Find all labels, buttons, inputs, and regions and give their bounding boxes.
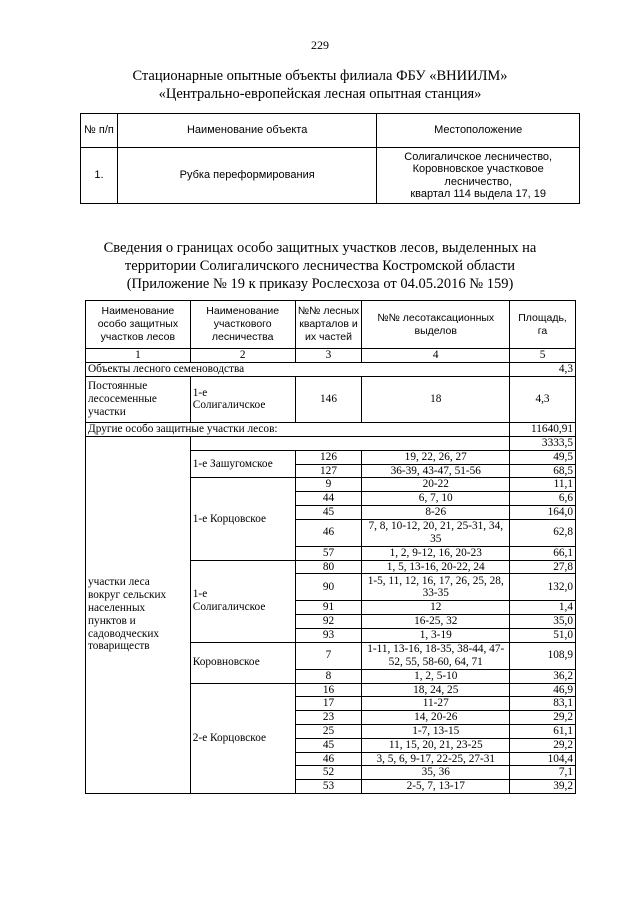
quarter-cell: 46 xyxy=(295,752,362,766)
area-cell: 61,1 xyxy=(510,724,576,738)
area-cell: 164,0 xyxy=(510,505,576,519)
cell-text: участки xyxy=(88,405,126,418)
group-subtotal: 3333,5 xyxy=(510,436,576,450)
header-area-name xyxy=(86,301,191,349)
page-number: 229 xyxy=(311,38,329,52)
quarter-cell: 53 xyxy=(295,780,362,794)
allotment-cell: 16-25, 32 xyxy=(362,615,510,629)
column-number: 3 xyxy=(295,349,362,363)
seed-plots-allotment: 18 xyxy=(362,376,510,422)
section-other-area: 11640,91 xyxy=(510,422,576,436)
quarter-cell: 90 xyxy=(295,574,362,601)
quarter-cell: 23 xyxy=(295,711,362,725)
header-text: особо защитных xyxy=(97,318,179,331)
group-name xyxy=(86,436,191,793)
header-area-ha: Площадь, га xyxy=(510,301,576,349)
quarter-cell: 17 xyxy=(295,697,362,711)
quarter-cell: 127 xyxy=(295,464,362,478)
area-cell: 11,1 xyxy=(510,478,576,492)
area-cell: 51,0 xyxy=(510,628,576,642)
forestry-zashugomskoe: 1-е Зашугомское xyxy=(190,450,295,478)
cell-text: вокруг сельских xyxy=(88,589,167,602)
area-cell: 46,9 xyxy=(510,683,576,697)
empty-cell xyxy=(190,436,509,450)
column-number: 1 xyxy=(86,349,191,363)
area-cell: 36,2 xyxy=(510,669,576,683)
forestry-2-kortsovskoe: 2-е Корцовское xyxy=(190,683,295,793)
allotment-cell: 1-5, 11, 12, 16, 17, 26, 25, 28, 33-35 xyxy=(362,574,510,601)
header-text: Наименование xyxy=(206,305,280,318)
row-location xyxy=(377,148,580,204)
quarter-cell: 91 xyxy=(295,601,362,615)
cell-text: товариществ xyxy=(88,640,150,653)
cell-text: садоводческих xyxy=(88,627,160,640)
seed-plots-name xyxy=(86,376,191,422)
quarter-cell: 44 xyxy=(295,492,362,506)
seed-plots-forestry xyxy=(190,376,295,422)
seed-plots-area: 4,3 xyxy=(510,376,576,422)
protected-areas-table xyxy=(85,300,576,794)
quarter-cell: 46 xyxy=(295,519,362,546)
section-other-protected: Другие особо защитные участки лесов: xyxy=(86,422,510,436)
location-line: лесничество, xyxy=(444,175,512,188)
header-text: №№ лесных xyxy=(297,305,360,318)
area-cell: 35,0 xyxy=(510,615,576,629)
quarter-cell: 7 xyxy=(295,642,362,669)
allotment-cell: 1-11, 13-16, 18-35, 38-44, 47-52, 55, 58-60, 64, 71 xyxy=(362,642,510,669)
area-cell: 1,4 xyxy=(510,601,576,615)
forestry-korovnovskoe: Коровновское xyxy=(190,642,295,683)
cell-text: Солигаличское xyxy=(192,601,266,614)
area-cell: 29,2 xyxy=(510,738,576,752)
quarter-cell: 93 xyxy=(295,628,362,642)
column-number: 4 xyxy=(362,349,510,363)
row-num: 1. xyxy=(81,148,118,204)
allotment-cell: 19, 22, 26, 27 xyxy=(362,450,510,464)
allotment-cell: 36-39, 43-47, 51-56 xyxy=(362,464,510,478)
header-text: участкового xyxy=(213,318,272,331)
heading-2-line-1: Сведения о границах особо защитных участков лесов, выделенных на xyxy=(103,240,537,256)
heading-1-line-2: «Центрально-европейская лесная опытная станция» xyxy=(158,86,482,102)
row-name: Рубка переформирования xyxy=(117,148,376,204)
allotment-cell: 20-22 xyxy=(362,478,510,492)
header-text: выделов xyxy=(414,324,457,337)
area-cell: 104,4 xyxy=(510,752,576,766)
header-text: Наименование xyxy=(101,305,175,318)
quarter-cell: 92 xyxy=(295,615,362,629)
allotment-cell: 14, 20-26 xyxy=(362,711,510,725)
header-num: № п/п xyxy=(81,114,118,148)
quarter-cell: 16 xyxy=(295,683,362,697)
header-text: лесничества xyxy=(211,330,274,343)
header-name: Наименование объекта xyxy=(117,114,376,148)
location-line: Солигаличское лесничество, xyxy=(404,150,553,163)
cell-text: пунктов и xyxy=(88,614,136,627)
location-line: Коровновское участковое xyxy=(412,163,544,175)
allotment-cell: 11-27 xyxy=(362,697,510,711)
header-allotments xyxy=(362,301,510,349)
area-cell: 27,8 xyxy=(510,560,576,574)
allotment-cell: 1-7, 13-15 xyxy=(362,724,510,738)
heading-2-line-3: (Приложение № 19 к приказу Рослесхоза от 04.05.2016 № 159) xyxy=(126,276,514,292)
allotment-cell: 6, 7, 10 xyxy=(362,492,510,506)
cell-text: 1-е xyxy=(192,386,208,399)
header-quarters xyxy=(295,301,362,349)
quarter-cell: 25 xyxy=(295,724,362,738)
area-cell: 132,0 xyxy=(510,574,576,601)
allotment-cell: 1, 3-19 xyxy=(362,628,510,642)
column-number: 5 xyxy=(510,349,576,363)
objects-table xyxy=(80,113,580,204)
cell-text: 1-е xyxy=(192,588,208,601)
forestry-1-kortsovskoe: 1-е Корцовское xyxy=(190,478,295,560)
allotment-cell: 11, 15, 20, 21, 23-25 xyxy=(362,738,510,752)
header-location: Местоположение xyxy=(377,114,580,148)
location-line: квартал 114 выдела 17, 19 xyxy=(410,188,547,200)
allotment-cell: 1, 5, 13-16, 20-22, 24 xyxy=(362,560,510,574)
quarter-cell: 45 xyxy=(295,505,362,519)
header-text: №№ лесотаксационных xyxy=(377,311,495,324)
area-cell: 7,1 xyxy=(510,766,576,780)
allotment-cell: 35, 36 xyxy=(362,766,510,780)
header-text: участков лесов xyxy=(100,330,176,343)
section-seed-area: 4,3 xyxy=(510,362,576,376)
allotment-cell: 7, 8, 10-12, 20, 21, 25-31, 34, 35 xyxy=(362,519,510,546)
header-text: кварталов и xyxy=(299,318,358,331)
heading-2-line-2: территории Солигаличского лесничества Костромской области xyxy=(124,258,516,274)
quarter-cell: 9 xyxy=(295,478,362,492)
cell-text: участки леса xyxy=(88,576,150,589)
area-cell: 39,2 xyxy=(510,780,576,794)
cell-text: Солигаличское xyxy=(192,399,266,412)
allotment-cell: 1, 2, 5-10 xyxy=(362,669,510,683)
allotment-cell: 3, 5, 6, 9-17, 22-25, 27-31 xyxy=(362,752,510,766)
section-seed-objects: Объекты лесного семеноводства xyxy=(86,362,510,376)
column-number: 2 xyxy=(190,349,295,363)
allotment-cell: 2-5, 7, 13-17 xyxy=(362,780,510,794)
quarter-cell: 8 xyxy=(295,669,362,683)
quarter-cell: 45 xyxy=(295,738,362,752)
heading-1-line-1: Стационарные опытные объекты филиала ФБУ «ВНИИЛМ» xyxy=(132,68,508,84)
forestry-1-soligalichskoe xyxy=(190,560,295,642)
quarter-cell: 52 xyxy=(295,766,362,780)
allotment-cell: 18, 24, 25 xyxy=(362,683,510,697)
area-cell: 6,6 xyxy=(510,492,576,506)
area-cell: 68,5 xyxy=(510,464,576,478)
area-cell: 29,2 xyxy=(510,711,576,725)
allotment-cell: 12 xyxy=(362,601,510,615)
header-text: их частей xyxy=(305,330,352,343)
area-cell: 62,8 xyxy=(510,519,576,546)
area-cell: 66,1 xyxy=(510,546,576,560)
quarter-cell: 126 xyxy=(295,450,362,464)
cell-text: лесосеменные xyxy=(88,392,157,405)
allotment-cell: 8-26 xyxy=(362,505,510,519)
header-forestry xyxy=(190,301,295,349)
quarter-cell: 80 xyxy=(295,560,362,574)
cell-text: населенных xyxy=(88,602,146,615)
quarter-cell: 57 xyxy=(295,546,362,560)
area-cell: 83,1 xyxy=(510,697,576,711)
area-cell: 49,5 xyxy=(510,450,576,464)
area-cell: 108,9 xyxy=(510,642,576,669)
seed-plots-quarter: 146 xyxy=(295,376,362,422)
allotment-cell: 1, 2, 9-12, 16, 20-23 xyxy=(362,546,510,560)
cell-text: Постоянные xyxy=(88,380,148,393)
